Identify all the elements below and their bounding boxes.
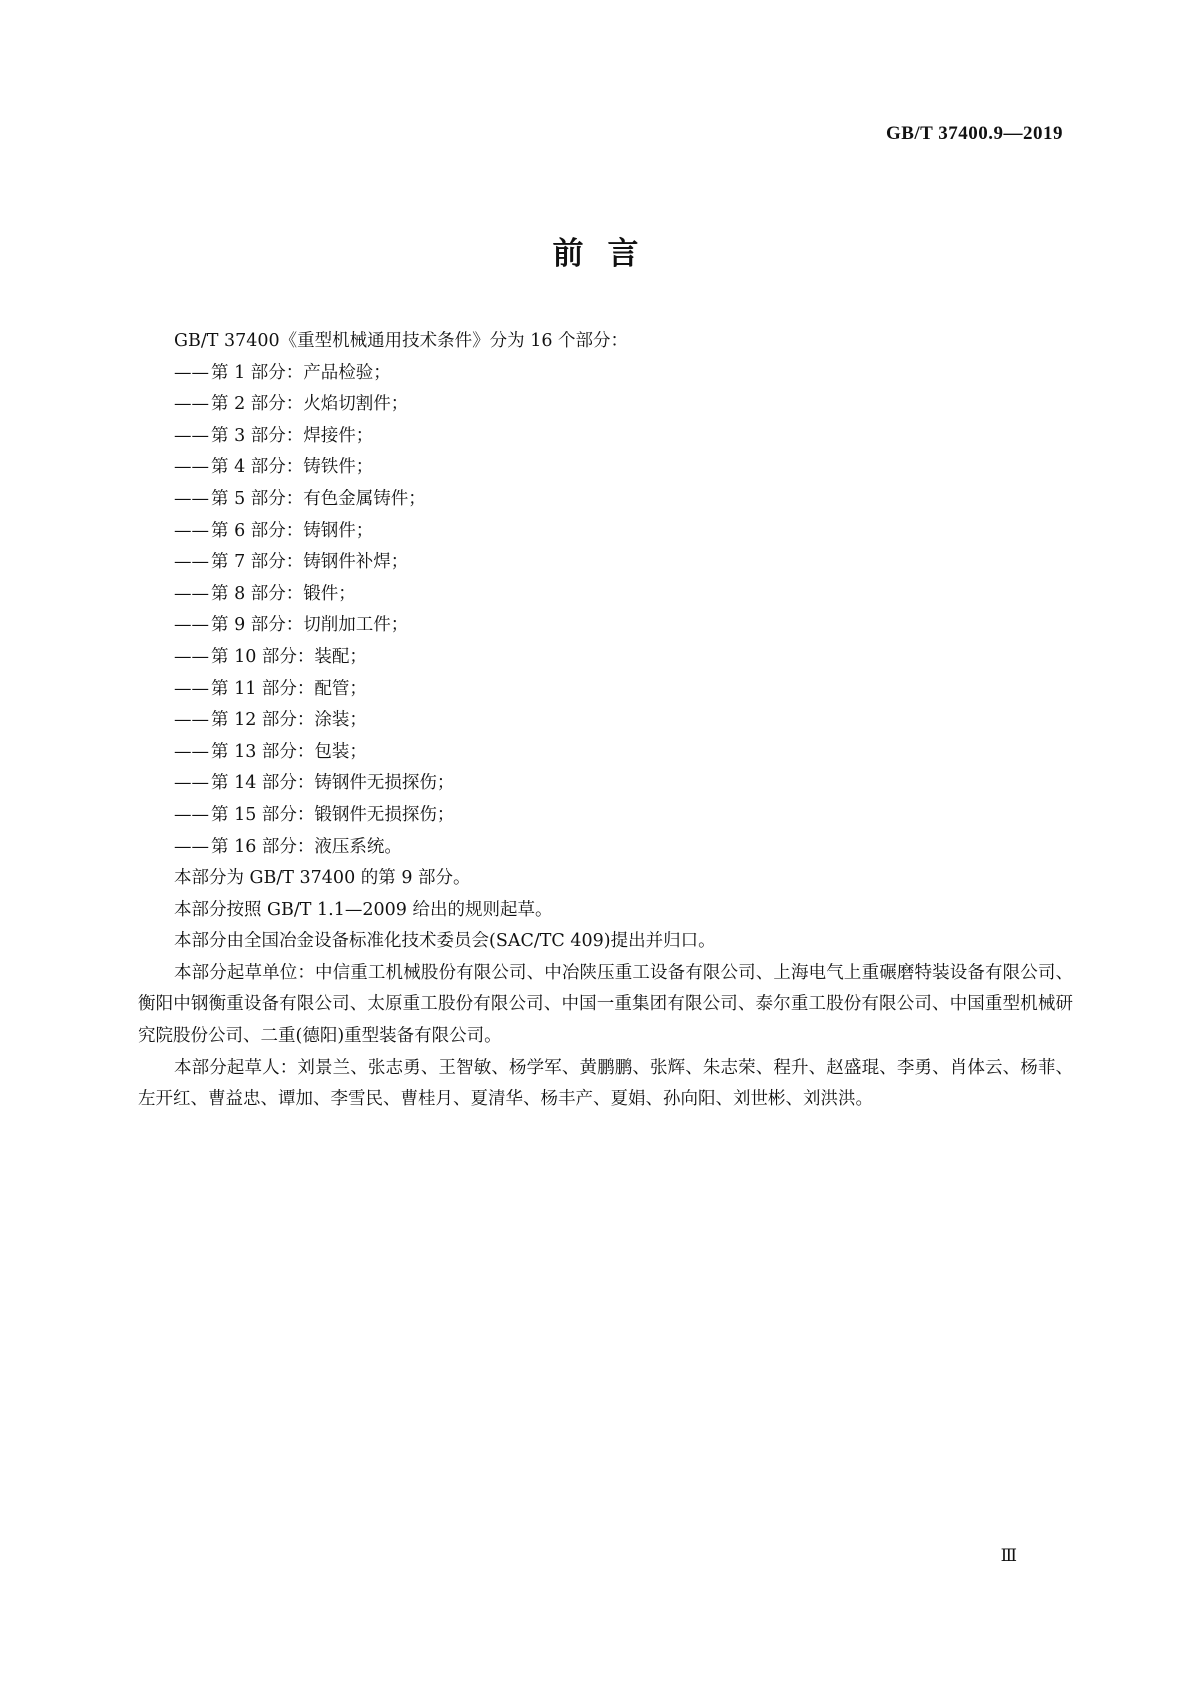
- part-label: 第 3 部分：焊接件；: [211, 425, 374, 446]
- part-label: 第 13 部分：包装；: [211, 741, 367, 762]
- list-item: [138, 705, 1073, 737]
- drafting-rules-statement: 本部分按照 GB/T 1.1—2009 给出的规则起草。: [174, 899, 553, 920]
- list-dash: ——: [174, 773, 209, 794]
- list-item: [138, 800, 1073, 832]
- part-label: 第 10 部分：装配；: [211, 646, 367, 667]
- proposer-statement: 本部分由全国冶金设备标准化技术委员会(SAC/TC 409)提出并归口。: [174, 931, 716, 952]
- part-label: 第 2 部分：火焰切割件；: [211, 394, 409, 415]
- part-label: 第 5 部分：有色金属铸件；: [211, 488, 426, 509]
- list-item: [138, 768, 1073, 800]
- part-label: 第 9 部分：切削加工件；: [211, 615, 409, 636]
- page-title: 前言: [552, 236, 663, 272]
- list-dash: ——: [174, 362, 209, 383]
- list-dash: ——: [174, 457, 209, 478]
- part-label: 第 16 部分：液压系统。: [211, 836, 402, 857]
- list-dash: ——: [174, 836, 209, 857]
- drafting-units-statement: 本部分起草单位：中信重工机械股份有限公司、中冶陕压重工设备有限公司、上海电气上重碾磨特装设备有限公司、衡阳中钢衡重设备有限公司、太原重工股份有限公司、中国一重集团有限公司、泰尔重工股份有限公司、中国重型机械研究院股份公司、二重(德阳)重型装备有限公司。: [138, 962, 1073, 1047]
- list-item: [138, 421, 1073, 453]
- list-dash: ——: [174, 425, 209, 446]
- list-item: [138, 452, 1073, 484]
- list-item: [138, 389, 1073, 421]
- list-dash: ——: [174, 678, 209, 699]
- standard-code: GB/T 37400.9—2019: [885, 123, 1063, 144]
- part-label: 第 1 部分：产品检验；: [211, 362, 391, 383]
- list-dash: ——: [174, 583, 209, 604]
- list-item: [138, 832, 1073, 864]
- part-label: 第 14 部分：铸钢件无损探伤；: [211, 773, 455, 794]
- list-dash: ——: [174, 394, 209, 415]
- list-item: [138, 642, 1073, 674]
- list-dash: ——: [174, 804, 209, 825]
- foreword-body: [138, 326, 1073, 1116]
- list-dash: ——: [174, 646, 209, 667]
- list-item: [138, 737, 1073, 769]
- part-label: 第 7 部分：铸钢件补焊；: [211, 552, 409, 573]
- list-dash: ——: [174, 710, 209, 731]
- list-dash: ——: [174, 615, 209, 636]
- part-label: 第 11 部分：配管；: [211, 678, 367, 699]
- part-label: 第 12 部分：涂装；: [211, 710, 367, 731]
- part-label: 第 15 部分：锻钢件无损探伤；: [211, 804, 455, 825]
- part-label: 第 8 部分：锻件；: [211, 583, 356, 604]
- list-dash: ——: [174, 552, 209, 573]
- list-dash: ——: [174, 488, 209, 509]
- parts-list: [138, 358, 1073, 864]
- part-of-statement: 本部分为 GB/T 37400 的第 9 部分。: [174, 868, 471, 889]
- list-item: [138, 579, 1073, 611]
- list-item: [138, 516, 1073, 548]
- list-item: [138, 484, 1073, 516]
- page-number: Ⅲ: [1000, 1546, 1017, 1565]
- part-label: 第 6 部分：铸钢件；: [211, 520, 374, 541]
- list-dash: ——: [174, 520, 209, 541]
- list-item: [138, 547, 1073, 579]
- intro-paragraph: GB/T 37400《重型机械通用技术条件》分为 16 个部分：: [174, 331, 629, 351]
- list-dash: ——: [174, 741, 209, 762]
- part-label: 第 4 部分：铸铁件；: [211, 457, 374, 478]
- list-item: [138, 358, 1073, 390]
- drafters-statement: 本部分起草人：刘景兰、张志勇、王智敏、杨学军、黄鹏鹏、张辉、朱志荣、程升、赵盛琨、李勇、肖体云、杨菲、左开红、曹益忠、谭加、李雪民、曹桂月、夏清华、杨丰产、夏娟、孙向阳、刘世彬、刘洪洪。: [138, 1057, 1073, 1110]
- list-item: [138, 674, 1073, 706]
- list-item: [138, 610, 1073, 642]
